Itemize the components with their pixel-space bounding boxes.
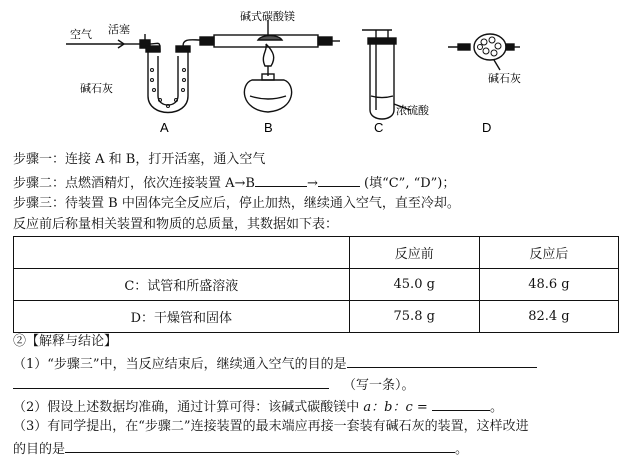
letter-a: A <box>160 120 169 135</box>
step-two-arrow: → <box>306 176 318 191</box>
table-header-cell <box>14 237 350 269</box>
table-cell: 45.0 g <box>349 269 479 301</box>
question-1-suffix: （写一条）。 <box>343 378 415 393</box>
label-soda-lime-d: 碱石灰 <box>488 72 521 85</box>
mass-data-table <box>13 236 619 333</box>
question-2-text: （2）假设上述数据均准确，通过计算可得：该碱式碳酸镁中 <box>13 400 360 415</box>
table-header-row <box>14 237 619 269</box>
table-cell: 75.8 g <box>349 301 479 333</box>
answer-blank-5[interactable] <box>432 398 490 411</box>
step-two <box>13 174 455 192</box>
answer-blank-2[interactable] <box>318 174 360 187</box>
answer-blank-6[interactable] <box>65 440 455 453</box>
table-cell: D：干燥管和固体 <box>14 301 350 333</box>
label-air: 空气 <box>70 28 92 41</box>
step-two-text: 步骤二：点燃酒精灯，依次连接装置 A→B <box>13 176 255 191</box>
table-intro: 反应前后称量相关装置和物质的总质量，其数据如下表： <box>13 217 339 232</box>
u-tube <box>148 50 188 113</box>
label-basic-carbonate: 碱式碳酸镁 <box>240 10 295 23</box>
label-conc-sulfuric: 浓硫酸 <box>396 104 429 117</box>
table-row <box>14 301 619 333</box>
question-1-cont <box>13 376 415 394</box>
answer-blank-4[interactable] <box>13 376 329 389</box>
question-2 <box>13 398 503 416</box>
letter-c: C <box>374 120 384 135</box>
letter-d: D <box>482 120 492 135</box>
step-two-hint: (填“C”, “D”)； <box>359 176 456 191</box>
table-cell: 48.6 g <box>479 269 618 301</box>
step-three: 步骤三：待装置 B 中固体完全反应后，停止加热，继续通入空气，直至冷却。 <box>13 196 460 211</box>
table-cell: C：试管和所盛溶液 <box>14 269 350 301</box>
soda-lime-fill <box>151 69 186 108</box>
apparatus-diagram <box>0 0 635 142</box>
question-1-text: （1）“步骤三”中，当反应结束后，继续通入空气的目的是 <box>13 357 347 372</box>
step-one: 步骤一：连接 A 和 B，打开活塞，通入空气 <box>13 152 266 167</box>
test-tube <box>370 42 394 119</box>
letter-b: B <box>264 120 273 135</box>
table-header-cell: 反应前 <box>349 237 479 269</box>
table-cell: 82.4 g <box>479 301 618 333</box>
question-3: （3）有同学提出，在“步骤二”连接装置的最末端应再接一套装有碱石灰的装置，这样改进 <box>13 419 529 434</box>
label-stopcock: 活塞 <box>108 23 130 36</box>
section-heading: ②【解释与结论】 <box>13 334 118 349</box>
question-3-cont <box>13 440 468 458</box>
question-3-text: 的目的是 <box>13 442 66 457</box>
question-2-ratio: a：b：c = <box>359 400 432 415</box>
answer-blank-3[interactable] <box>347 355 537 368</box>
apparatus-figure <box>0 0 635 142</box>
question-1 <box>13 355 537 373</box>
answer-blank-1[interactable] <box>255 174 307 187</box>
table-row <box>14 269 619 301</box>
question-3-suffix: 。 <box>455 442 469 457</box>
table-header-cell: 反应后 <box>479 237 618 269</box>
label-soda-lime-a: 碱石灰 <box>80 82 113 95</box>
question-2-suffix: 。 <box>489 400 503 415</box>
sample-solid <box>258 36 282 41</box>
